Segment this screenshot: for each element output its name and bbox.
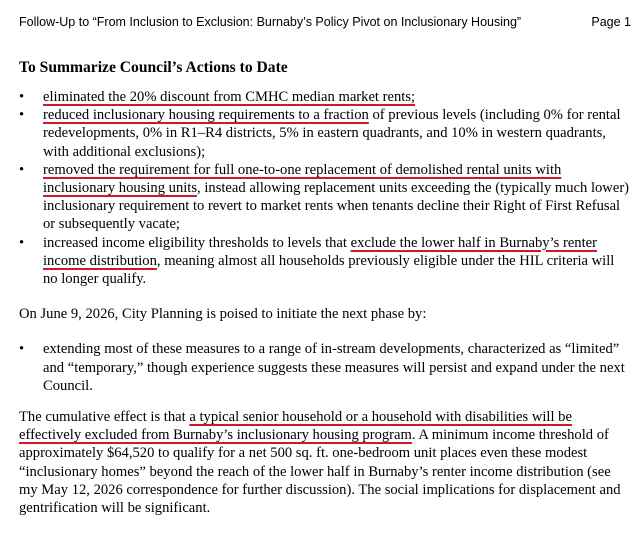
next-phase-list xyxy=(19,340,631,395)
item-text: , meaning almost all households previously eligible under the HIL criteria will no longer qualify. xyxy=(43,252,615,288)
document-body xyxy=(19,58,631,517)
section-heading: To Summarize Council’s Actions to Date xyxy=(19,59,288,76)
underlined-text: removed the requirement for full one-to-one replacement of demolished rental units with inclusionary housing units xyxy=(43,161,562,197)
item-text: of previous levels (including 0% for rental redevelopments, 0% in R1–R4 districts, 5% in eastern quadrants, and 10% in western quadrants, with additional exclusions); xyxy=(43,107,621,160)
document-title: Follow-Up to “From Inclusion to Exclusion: Burnaby’s Policy Pivot on Inclusionary Housing” xyxy=(19,15,522,29)
item-text: , instead allowing replacement units exceeding the (typically much lower) inclusionary requirement to revert to market rents when tenants decline their Right of First Refusal or subsequently vacate; xyxy=(43,180,630,233)
next-phase-intro: On June 9, 2026, City Planning is poised to initiate the next phase by: xyxy=(19,306,427,323)
bullet-icon: • xyxy=(19,107,25,124)
list-item xyxy=(19,340,631,395)
bullet-icon: • xyxy=(19,161,25,178)
page-header xyxy=(19,13,631,31)
list-item xyxy=(19,161,631,234)
page-number: Page 1 xyxy=(591,15,631,29)
item-text: increased income eligibility thresholds to levels that xyxy=(43,234,351,251)
list-item xyxy=(19,234,631,289)
council-actions-list xyxy=(19,88,631,288)
bullet-icon: • xyxy=(19,341,25,358)
bullet-icon: • xyxy=(19,234,25,251)
underlined-text: a typical senior household or a household with disabilities will be effectively excluded from Burnaby’s inclusionary housing program xyxy=(19,409,572,444)
paragraph-text: . A minimum income threshold of approximately $64,520 to qualify for a net 500 sq. ft. one-bedroom unit places even these modest “inclusionary homes” beyond the reach of the lower half in Burnaby’s renter income distribution (see my May 12, 2026 correspondence for further discussion). The social implications for displacement and gentrification will be significant. xyxy=(19,427,621,517)
paragraph-text: The cumulative effect is that xyxy=(19,409,190,426)
underlined-text: reduced inclusionary housing requirements to a fraction xyxy=(43,107,369,124)
cumulative-effect-paragraph xyxy=(19,408,631,517)
list-item xyxy=(19,106,631,161)
list-item xyxy=(19,88,631,106)
underlined-text: exclude the lower half in Burnaby’s renter income distribution xyxy=(43,234,597,269)
item-text: extending most of these measures to a range of in-stream developments, characterized as “limited” and “temporary,” though experience suggests these measures will persist and expand under the next Council. xyxy=(43,341,625,394)
bullet-icon: • xyxy=(19,89,25,105)
underlined-text: eliminated the 20% discount from CMHC median market rents; xyxy=(43,89,416,105)
